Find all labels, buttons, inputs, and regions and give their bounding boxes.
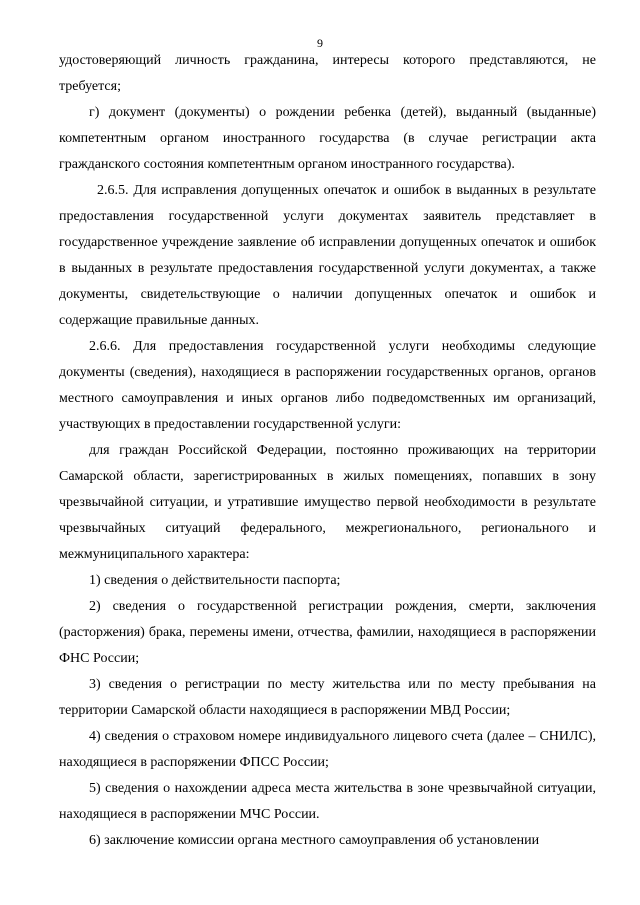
list-item-1: 1) сведения о действительности паспорта; <box>89 573 341 588</box>
list-item-4: 4) сведения о страховом номере индивидуального лицевого счета (далее – СНИЛС), находящиеся в распоряжении ФПСС России; <box>59 729 596 770</box>
list-item-2: 2) сведения о государственной регистрации рождения, смерти, заключения (расторжения) брака, перемены имени, отчества, фамилии, находящиеся в распоряжении ФНС России; <box>59 599 596 666</box>
list-item-3: 3) сведения о регистрации по месту жительства или по месту пребывания на территории Самарской области находящиеся в распоряжении МВД России; <box>59 677 596 718</box>
paragraph-2-6-6: 2.6.6. Для предоставления государственной услуги необходимы следующие документы (сведения), находящиеся в распоряжении государственных органов, органов местного самоуправления и иных органов либо подведомственных им организаций, участвующих в предоставлении государственной услуги: <box>59 339 596 432</box>
list-item-6: 6) заключение комиссии органа местного самоуправления об установлении <box>89 833 540 848</box>
paragraph-citizens-intro: для граждан Российской Федерации, постоянно проживающих на территории Самарской области, зарегистрированных в жилых помещениях, попавших в зону чрезвычайной ситуации, и утратившие имущество первой необходимости в результате чрезвычайных ситуаций федерального, межрегионального, регионального и межмуниципального характера: <box>59 443 596 562</box>
paragraph-2-6-5: 2.6.5. Для исправления допущенных опечаток и ошибок в выданных в результате предоставления государственной услуги документах заявитель представляет в государственное учреждение заявление об исправлении допущенных опечаток и ошибок в выданных в результате предоставления государственной услуги документах, а также документы, свидетельствующие о наличии допущенных опечаток и ошибок и содержащие правильные данных. <box>59 183 596 328</box>
document-body <box>59 48 596 854</box>
paragraph-continuation: удостоверяющий личность гражданина, интересы которого представляются, не требуется; <box>59 53 596 94</box>
paragraph-item-g: г) документ (документы) о рождении ребенка (детей), выданный (выданные) компетентным органом иностранного государства (в случае регистрации акта гражданского состояния компетентным органом иностранного государства). <box>59 105 596 172</box>
page-number: 9 <box>317 36 323 50</box>
list-item-5: 5) сведения о нахождении адреса места жительства в зоне чрезвычайной ситуации, находящиеся в распоряжении МЧС России. <box>59 781 596 822</box>
